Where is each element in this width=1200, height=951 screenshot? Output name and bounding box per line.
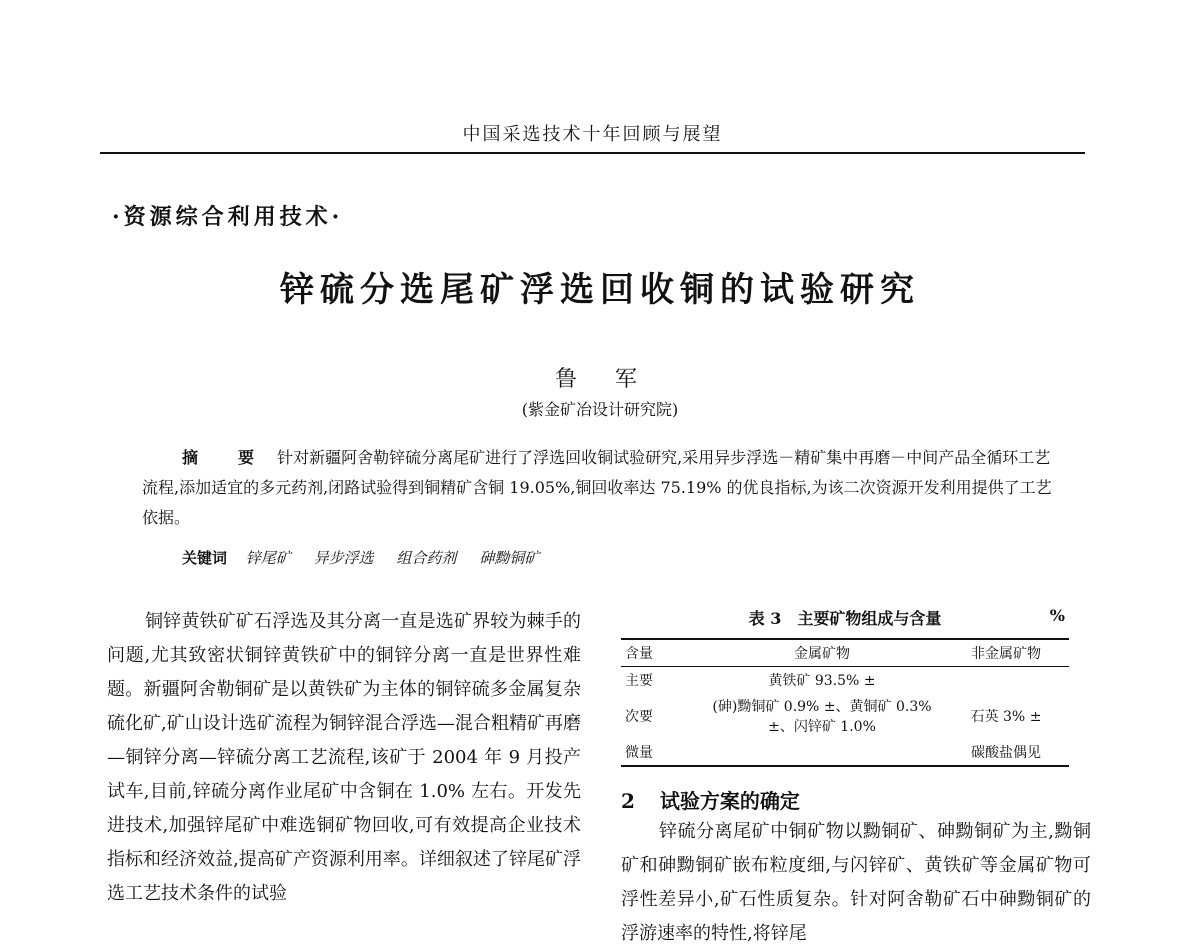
table-title: 表 3 主要矿物组成与含量: [748, 609, 942, 628]
table-cell: 碳酸盐偶见: [971, 745, 1041, 761]
keywords: [182, 547, 557, 568]
table-caption: [621, 606, 1069, 629]
column-label: ·资源综合利用技术·: [112, 204, 344, 230]
author: 鲁 军: [554, 367, 645, 392]
body-text-left: 铜锌黄铁矿矿石浮选及其分离一直是选矿界较为棘手的问题,尤其致密状铜锌黄铁矿中的铜锌分离一直是世界性难题。新疆阿舍勒铜矿是以黄铁矿为主体的铜锌硫多金属复杂硫化矿,矿山设计选矿流程为铜锌混合浮选—混合粗精矿再磨—铜锌分离—锌硫分离工艺流程,该矿于 2004 年 9 月投产试车,目前,锌硫分离作业尾矿中含铜在 1.0% 左右。开发先进技术,加强锌尾矿中难选铜矿物回收,可有效提高企业技术指标和经济效益,提高矿产资源利用率。详细叙述了锌尾矿浮选工艺技术条件的试验: [107, 611, 581, 904]
keyword: 异步浮选: [313, 549, 374, 567]
affiliation: (紫金矿冶设计研究院): [521, 400, 679, 419]
table-cell: 微量: [625, 745, 653, 761]
table-header-cell: 非金属矿物: [971, 646, 1041, 662]
section-number: 2: [621, 789, 635, 813]
table-cell: 黄铁矿 93.5% ±: [768, 673, 876, 689]
table-cell: [943, 667, 1069, 694]
table-cell: (砷)黝铜矿 0.9% ±、黄铜矿 0.3% ±、闪锌矿 1.0%: [712, 699, 932, 735]
keywords-label: 关键词: [182, 549, 228, 567]
table-unit: %: [1049, 606, 1065, 625]
abstract: [142, 443, 1057, 533]
article-title: 锌硫分选尾矿浮选回收铜的试验研究: [280, 270, 920, 310]
table-header-row: [621, 639, 1069, 667]
table-cell: 主要: [625, 673, 653, 689]
section-heading: [621, 785, 800, 814]
table-row: [621, 667, 1069, 694]
mineral-table: [621, 638, 1069, 767]
section-title: 试验方案的确定: [659, 789, 800, 813]
body-text-right: 锌硫分离尾矿中铜矿物以黝铜矿、砷黝铜矿为主,黝铜矿和砷黝铜矿嵌布粒度细,与闪锌矿、黄铁矿等金属矿物可浮性差异小,矿石性质复杂。针对阿舍勒矿石中砷黝铜矿的浮游速率的特性,将锌尾: [621, 821, 1091, 944]
keyword: 组合药剂: [396, 549, 457, 567]
table-header-cell: 金属矿物: [794, 646, 850, 662]
keyword: 砷黝铜矿: [479, 549, 540, 567]
table-header-cell: 含量: [625, 646, 653, 662]
header-rule: [100, 152, 1085, 154]
keyword: 锌尾矿: [245, 549, 291, 567]
table-cell: [701, 739, 943, 766]
abstract-label: 摘 要: [182, 448, 267, 467]
table-row: [621, 739, 1069, 766]
running-head: 中国采选技术十年回顾与展望: [462, 124, 723, 145]
table-cell: 次要: [625, 709, 653, 725]
table-row: [621, 693, 1069, 739]
table-cell: 石英 3% ±: [970, 709, 1042, 725]
abstract-text: 针对新疆阿舍勒锌硫分离尾矿进行了浮选回收铜试验研究,采用异步浮选－精矿集中再磨－中间产品全循环工艺流程,添加适宜的多元药剂,闭路试验得到铜精矿含铜 19.05%,铜回收率达 75.19% 的优良指标,为该二次资源开发利用提供了工艺依据。: [142, 448, 1052, 527]
